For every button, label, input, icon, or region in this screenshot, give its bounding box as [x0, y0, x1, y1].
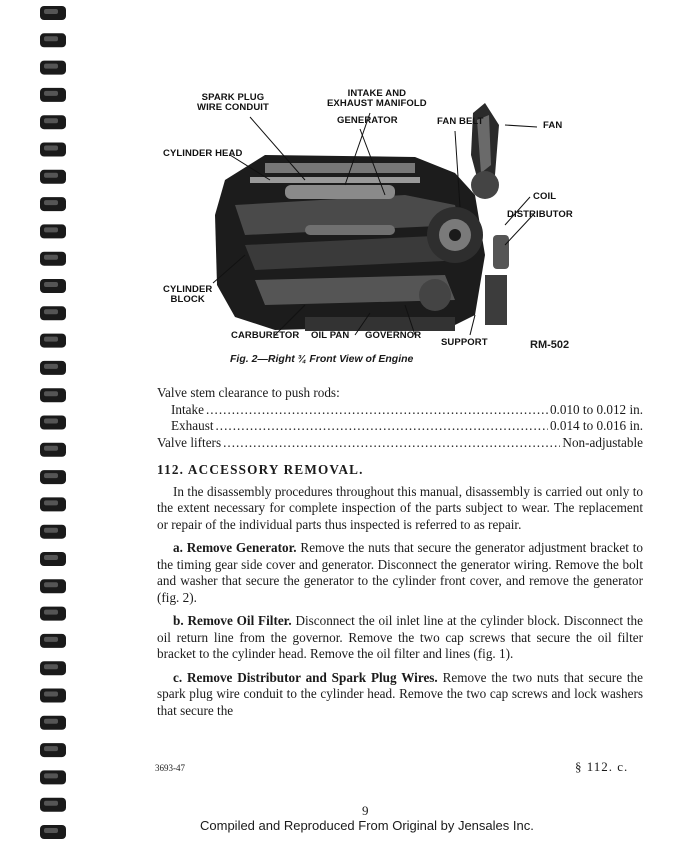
footer-code: 3693-47 — [155, 763, 185, 773]
figure-reference: RM-502 — [530, 339, 570, 351]
label-generator: GENERATOR — [337, 115, 398, 126]
label-distributor: DISTRIBUTOR — [507, 209, 573, 220]
item-remove-distributor: c. Remove Distributor and Spark Plug Wires. Remove the two nuts that secure the spark plug wire conduit to the cylinder head. Remove the two cap screws and lock washers that secure the — [157, 669, 644, 718]
figure-caption: Fig. 2—Right ¾ Front View of Engine — [230, 353, 414, 365]
engine-figure — [155, 85, 573, 355]
label-coil: COIL — [533, 191, 557, 202]
spec-row-intake: Intake ..... 0.010 to 0.012 in. — [157, 402, 643, 419]
label-oil-pan: OIL PAN — [311, 330, 350, 341]
credit-line: Compiled and Reproduced From Original by Jensales Inc. — [200, 818, 534, 833]
item-remove-generator: a. Remove Generator. Remove the nuts that secure the generator adjustment bracket to the timing gear side cover and generator. Disconnect the generator wiring. Remove the bolt and washer that secure the generator to the cylinder front cover, and remove the generator (fig. 2). — [157, 540, 644, 605]
section-heading: 112. ACCESSORY REMOVAL. — [157, 462, 364, 477]
valve-clearance-specs — [157, 385, 643, 451]
footer-section-ref: § 112. c. — [575, 759, 629, 774]
label-carburetor: CARBURETOR — [231, 330, 300, 341]
spec-row-valve-lifters: Valve lifters ..... Non-adjustable — [157, 435, 643, 452]
label-cylinder-head: CYLINDER HEAD — [163, 148, 243, 159]
label-governor: GOVERNOR — [365, 330, 422, 341]
item-remove-oil-filter: b. Remove Oil Filter. Disconnect the oil inlet line at the cylinder block. Disconnect the oil return line from the governor. Remove the two cap screws that secure the oil filter bracket to the cylinder head. Remove the oil filter and lines (fig. 1). — [157, 613, 643, 661]
spiral-binding — [0, 0, 75, 855]
page-number: 9 — [362, 803, 369, 818]
label-fan: FAN — [543, 120, 563, 131]
manual-page — [75, 0, 700, 855]
section-accessory-removal — [157, 462, 643, 719]
spec-row-exhaust: Exhaust ..... 0.014 to 0.016 in. — [157, 418, 643, 435]
section-intro: In the disassembly procedures throughout this manual, disassembly is carried out only to the extent necessary for complete inspection of the parts subject to wear. The replacement or repair of the individual parts thus inspected is referred to as repair. — [157, 483, 643, 532]
label-spark-plug-wire-conduit: SPARK PLUG WIRE CONDUIT — [197, 92, 269, 113]
specs-title: Valve stem clearance to push rods: — [157, 385, 340, 400]
label-cylinder-block: CYLINDER BLOCK — [163, 284, 213, 305]
label-support: SUPPORT — [441, 337, 488, 348]
label-intake-exhaust-manifold: INTAKE AND EXHAUST MANIFOLD — [327, 88, 427, 109]
label-fan-belt: FAN BELT — [437, 116, 484, 127]
